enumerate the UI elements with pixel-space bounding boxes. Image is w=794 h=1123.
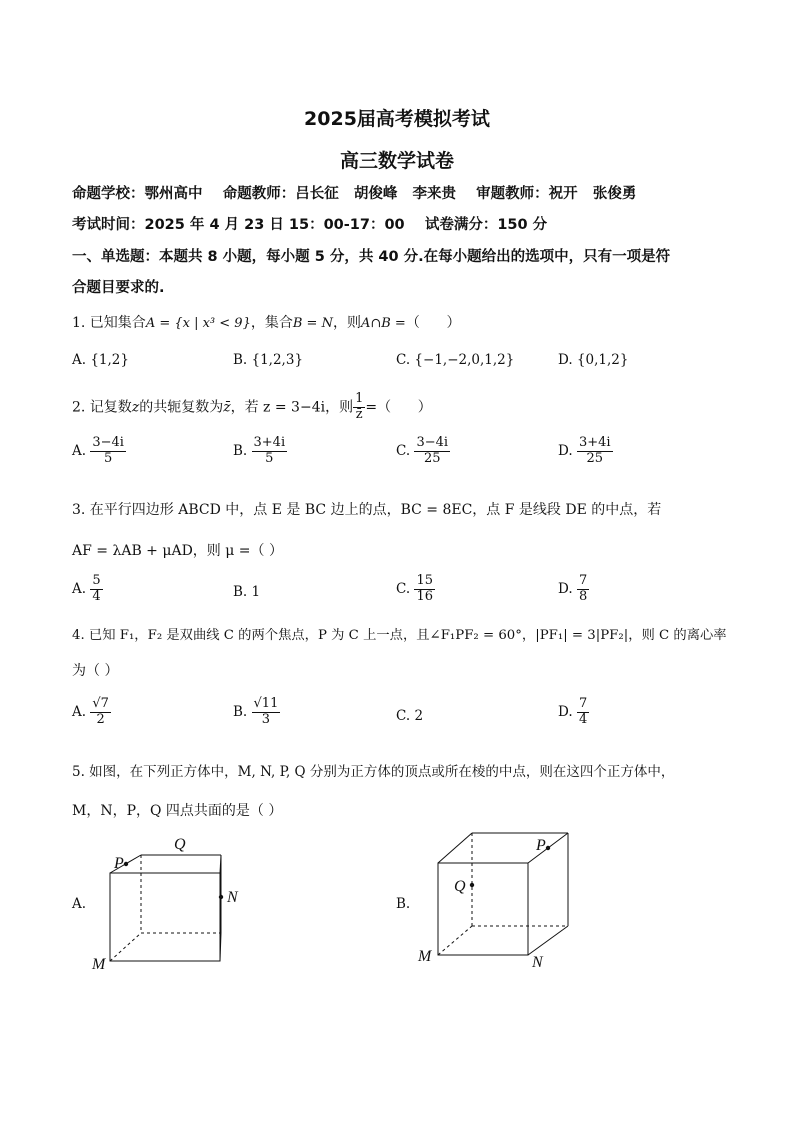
q1-option-c: C. {−1,−2,0,1,2} — [396, 352, 515, 368]
q4-option-a-label: A. — [72, 703, 87, 720]
frac-den: 8 — [578, 588, 588, 604]
frac-den: 25 — [423, 450, 441, 466]
frac-den: 4 — [578, 711, 588, 727]
figure-a-label: A. — [72, 896, 87, 912]
q3-option-b — [233, 584, 260, 600]
q3-option-d — [558, 574, 589, 605]
q2-option-b — [233, 436, 287, 467]
question-1 — [72, 312, 461, 332]
q2-option-d-frac — [577, 436, 613, 467]
cube-b-edge — [438, 833, 472, 863]
q4-option-b-frac — [252, 697, 281, 728]
q3-option-d-label: D. — [558, 580, 573, 597]
q2-option-d-label: D. — [558, 442, 573, 459]
frac-den: 5 — [265, 450, 274, 466]
point-q-label: Q — [174, 836, 186, 853]
q4-option-b — [233, 697, 280, 728]
question-4-line1: 4. 已知 F₁，F₂ 是双曲线 C 的两个焦点，P 为 C 上一点，且∠F₁PF₂ = 60°，|PF₁| = 3|PF₂|，则 C 的离心率 — [72, 628, 727, 643]
q2-option-c-frac — [414, 436, 450, 467]
q2-condition: ，若 z = 3−4i，则 — [230, 399, 354, 416]
q2-option-c-label: C. — [396, 442, 411, 459]
section-heading-cont: 合题目要求的. — [72, 280, 165, 296]
cube-a-diagram — [88, 830, 248, 975]
q2-z: z — [131, 399, 140, 416]
q2-frac-num: 1 — [355, 391, 364, 406]
q2-option-a — [72, 436, 126, 467]
section-heading: 一、单选题：本题共 8 小题，每小题 5 分，共 40 分.在每小题给出的选项中，只有一项是符 — [72, 249, 671, 265]
point-q-label: Q — [454, 878, 466, 895]
frac-den: 16 — [416, 588, 433, 604]
cube-b-diagram — [412, 826, 582, 976]
question-5-line1: 5. 如图，在下列正方体中，M, N, P, Q 分别为正方体的顶点或所在棱的中点，则在这四个正方体中， — [72, 764, 675, 780]
cube-b-edge — [528, 926, 568, 955]
q1-option-d: D. {0,1,2} — [558, 352, 629, 368]
point-q-marker — [470, 883, 474, 887]
q3-option-c — [396, 574, 435, 605]
cube-b-front-face — [438, 863, 528, 955]
q4-option-a-frac — [90, 697, 111, 728]
q4-option-b-label: B. — [233, 703, 248, 720]
q2-option-b-label: B. — [233, 442, 248, 459]
frac-den: 4 — [92, 588, 101, 604]
q2-fraction — [353, 392, 365, 423]
question-4-line2: 为（ ） — [72, 663, 119, 679]
q4-option-d-label: D. — [558, 703, 573, 720]
point-m-label: M — [418, 948, 432, 965]
q2-option-c — [396, 436, 450, 467]
q2-zbar: z̄ — [223, 399, 231, 416]
frac-num: 3+4i — [578, 435, 611, 450]
exam-subtitle: 高三数学试卷 — [339, 150, 454, 172]
q1-suffix: ，则 — [332, 315, 361, 331]
exam-title: 2025届高考模拟考试 — [304, 108, 490, 130]
question-3-line2: AF = λAB + μAD，则 μ =（ ） — [72, 543, 283, 559]
q3-option-c-frac — [414, 574, 435, 605]
q2-option-a-label: A. — [72, 442, 87, 459]
frac-num: 15 — [416, 573, 433, 588]
q3-option-a-frac — [90, 574, 102, 605]
frac-num: √11 — [253, 696, 279, 711]
frac-den: 25 — [586, 450, 603, 466]
q1-mid: ，集合 — [250, 315, 293, 331]
q4-option-d-frac — [577, 697, 589, 728]
q1-option-a: A. {1,2} — [72, 352, 129, 368]
point-n-label: N — [227, 889, 238, 906]
frac-den: 5 — [104, 450, 113, 466]
q2-option-d — [558, 436, 613, 467]
q3-option-c-label: C. — [396, 580, 411, 597]
question-2 — [72, 392, 432, 423]
q2-frac-den: z̄ — [355, 406, 363, 422]
cube-a-hidden-edge — [110, 933, 141, 961]
q3-option-b-label: B. — [233, 584, 248, 600]
figure-b-label: B. — [396, 896, 411, 912]
q3-option-a — [72, 574, 103, 605]
exam-time-info: 考试时间：2025 年 4 月 23 日 15：00-17：00 试卷满分：150 分 — [72, 217, 548, 233]
q4-option-d — [558, 697, 589, 728]
q1-prefix: 1. 已知集合 — [72, 315, 146, 331]
q1-option-b: B. {1,2,3} — [233, 352, 304, 368]
frac-num: √7 — [92, 696, 109, 711]
frac-num: 3−4i — [92, 435, 124, 450]
q4-option-c-label: C. — [396, 708, 411, 724]
q2-prefix: 2. 记复数 — [72, 399, 132, 416]
q1-set-a: A = {x | x³ < 9} — [145, 316, 251, 331]
q2-option-a-frac — [90, 436, 126, 467]
q3-option-a-label: A. — [72, 580, 87, 597]
point-m-label: M — [92, 956, 106, 973]
frac-num: 7 — [578, 573, 588, 588]
point-p-label: P — [536, 837, 546, 854]
author-info: 命题学校：鄂州高中 命题教师：吕长征 胡俊峰 李来贵 审题教师：祝开 张俊勇 — [72, 186, 637, 202]
point-n-marker — [219, 895, 223, 899]
q2-option-b-frac — [252, 436, 288, 467]
q4-option-c — [396, 708, 423, 724]
frac-num: 3−4i — [416, 435, 449, 450]
q3-option-d-frac — [577, 574, 589, 605]
question-3-line1: 3. 在平行四边形 ABCD 中，点 E 是 BC 边上的点，BC = 8EC，点 F 是线段 DE 的中点，若 — [72, 502, 662, 518]
frac-num: 5 — [92, 573, 101, 588]
frac-den: 3 — [261, 711, 271, 727]
frac-den: 2 — [96, 711, 105, 727]
q4-option-a — [72, 697, 111, 728]
q2-mid: 的共轭复数为 — [139, 399, 224, 416]
point-p-label: P — [114, 855, 124, 872]
cube-a-front-face — [110, 873, 220, 961]
q4-option-c-value: 2 — [414, 708, 424, 724]
question-5-line2: M，N，P，Q 四点共面的是（ ） — [72, 803, 283, 819]
frac-num: 3+4i — [253, 435, 286, 450]
q3-option-b-value: 1 — [251, 584, 261, 600]
point-n-label: N — [532, 954, 543, 971]
q2-blank: =（ ） — [365, 399, 432, 416]
cube-b-hidden-edge — [438, 926, 472, 955]
q1-blank: （ ） — [405, 315, 461, 331]
frac-num: 7 — [578, 696, 588, 711]
point-p-marker — [546, 846, 550, 850]
point-p-marker — [124, 862, 128, 866]
q1-expr: A∩B = — [360, 316, 406, 331]
q1-set-b: B = N — [292, 316, 333, 331]
